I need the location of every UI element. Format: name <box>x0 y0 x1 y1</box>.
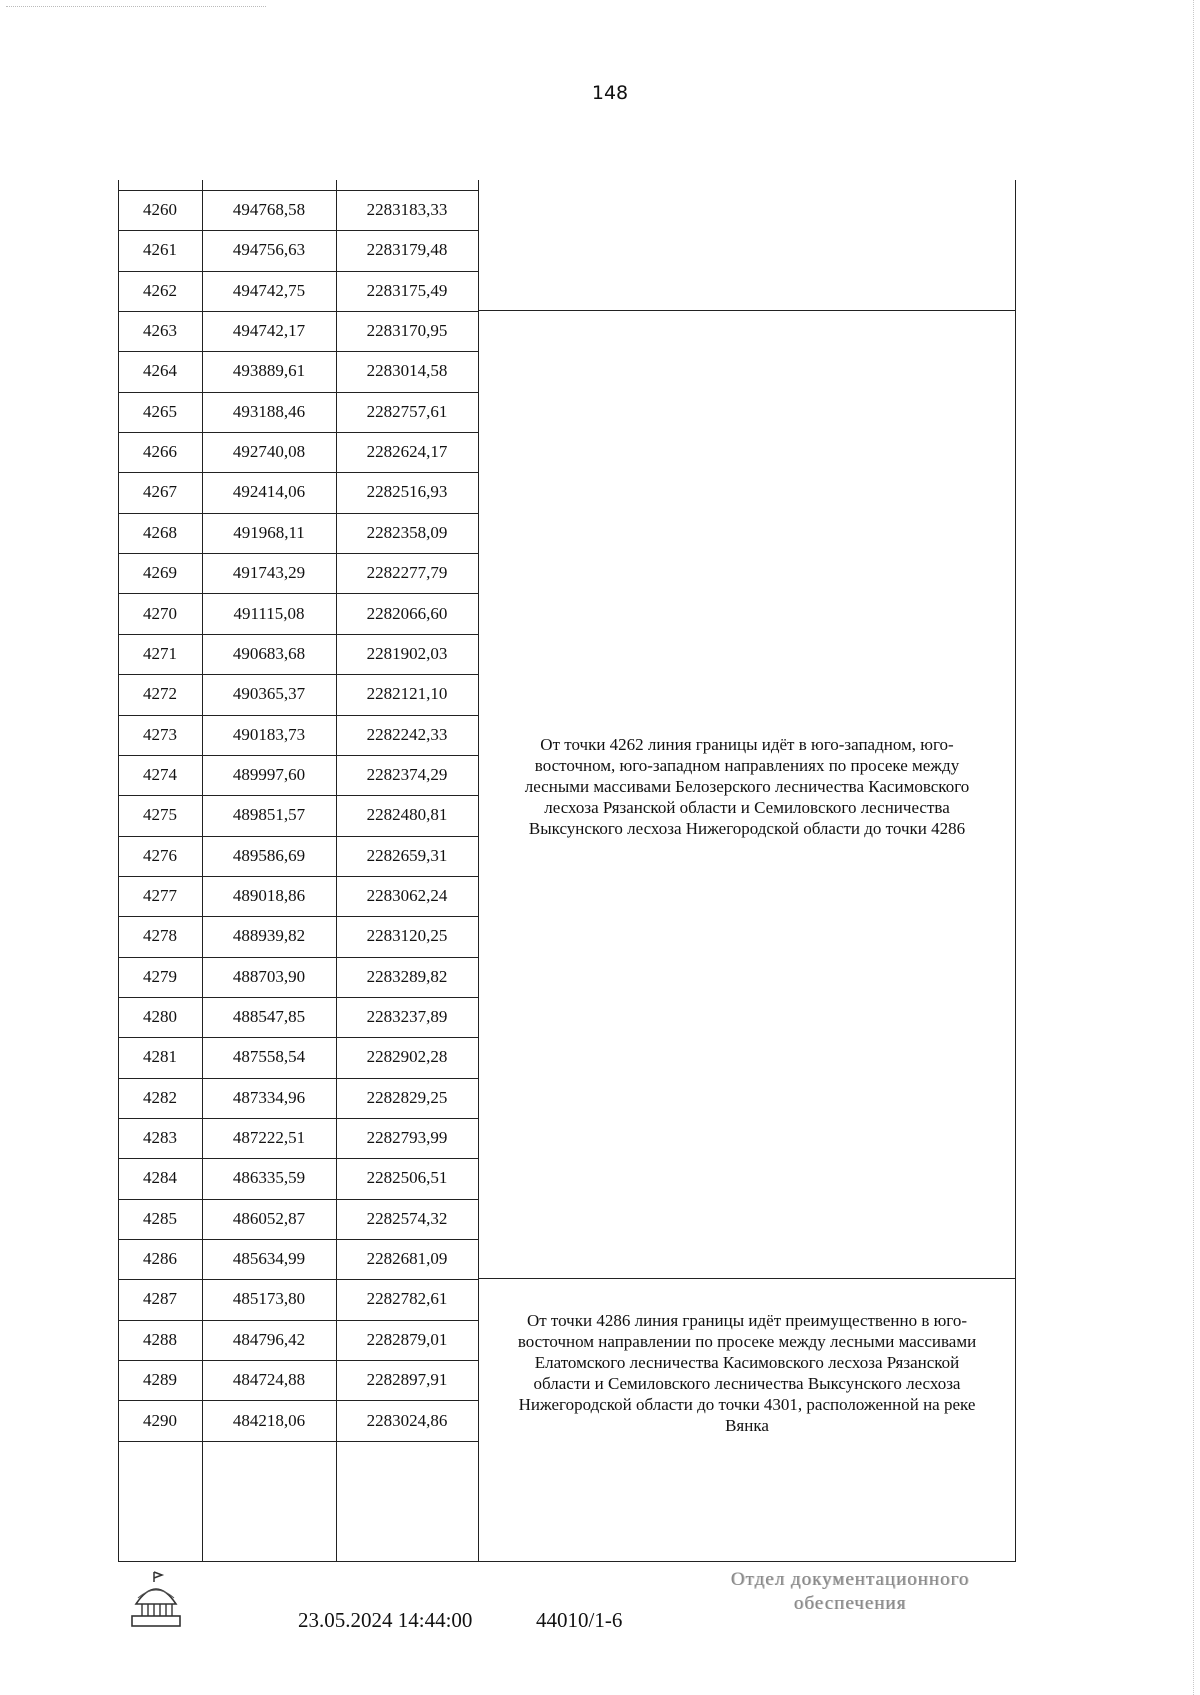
y-coordinate-cell: 2282897,91 <box>366 1370 448 1390</box>
description-segment-4286-4301: От точки 4286 линия границы идёт преимущественно в юго-восточном направлении по просеке между лесными массивами Елатомского лесничества Касимовского лесхоза Рязанской области и Семиловского лесничества Выксунского лесхоза Нижегородской области до точки 4301, расположенной на реке Вянка <box>517 1311 977 1435</box>
table-row <box>118 392 478 433</box>
point-cell: 4273 <box>143 724 177 744</box>
point-cell: 4265 <box>143 401 177 421</box>
y-coordinate-cell: 2282277,79 <box>366 563 448 583</box>
x-coordinate-cell: 487558,54 <box>232 1047 306 1067</box>
y-coordinate-cell: 2282374,29 <box>366 764 448 784</box>
page-number: 148 <box>591 82 629 104</box>
y-coordinate-cell: 2282681,09 <box>366 1249 448 1269</box>
table-row <box>118 190 478 231</box>
point-cell: 4279 <box>143 966 177 986</box>
x-coordinate-cell: 484218,06 <box>232 1410 306 1430</box>
point-cell: 4288 <box>143 1329 177 1349</box>
description-separator-top <box>478 310 1016 311</box>
y-coordinate-cell: 2283289,82 <box>366 966 448 986</box>
table-row <box>118 916 478 957</box>
y-coordinate-cell: 2282480,81 <box>366 805 448 825</box>
point-cell: 4289 <box>143 1370 177 1390</box>
point-cell: 4267 <box>143 482 177 502</box>
x-coordinate-cell: 491968,11 <box>233 522 305 542</box>
point-cell: 4284 <box>143 1168 177 1188</box>
y-coordinate-cell: 2282358,09 <box>366 522 448 542</box>
table-row <box>118 230 478 271</box>
table-bottom-border <box>118 1561 1016 1562</box>
table-row <box>118 674 478 715</box>
y-coordinate-cell: 2282757,61 <box>366 401 448 421</box>
table-row <box>118 472 478 513</box>
x-coordinate-cell: 492740,08 <box>232 442 306 462</box>
y-coordinate-cell: 2283170,95 <box>366 321 448 341</box>
x-coordinate-cell: 494742,75 <box>232 280 306 300</box>
table-row <box>118 1118 478 1159</box>
y-coordinate-cell: 2282516,93 <box>366 482 448 502</box>
table-row <box>118 1199 478 1240</box>
table-row <box>118 957 478 998</box>
point-cell: 4274 <box>143 764 177 784</box>
point-cell: 4272 <box>143 684 177 704</box>
point-cell: 4275 <box>143 805 177 825</box>
point-cell: 4290 <box>143 1410 177 1430</box>
table-row <box>118 311 478 352</box>
y-coordinate-cell: 2283175,49 <box>366 280 448 300</box>
y-coordinate-cell: 2281902,03 <box>366 643 448 663</box>
table-row <box>118 1401 478 1442</box>
department-stamp <box>700 1568 1000 1616</box>
x-coordinate-cell: 489997,60 <box>232 764 306 784</box>
y-coordinate-cell: 2282829,25 <box>366 1087 448 1107</box>
point-cell: 4280 <box>143 1007 177 1026</box>
point-cell: 4282 <box>143 1087 177 1107</box>
y-coordinate-cell: 2282121,10 <box>366 684 448 704</box>
table-row <box>118 1239 478 1280</box>
point-cell: 4264 <box>143 361 177 381</box>
x-coordinate-cell: 484724,88 <box>232 1370 306 1390</box>
table-row <box>118 1360 478 1401</box>
x-coordinate-cell: 488547,85 <box>232 1007 306 1026</box>
y-coordinate-cell: 2282782,61 <box>366 1289 448 1309</box>
y-coordinate-cell: 2282624,17 <box>366 442 448 462</box>
table-row <box>118 795 478 836</box>
x-coordinate-cell: 490365,37 <box>232 684 306 704</box>
table-row <box>118 836 478 877</box>
point-cell: 4276 <box>143 845 177 865</box>
point-cell: 4286 <box>143 1249 177 1269</box>
x-coordinate-cell: 490183,73 <box>232 724 306 744</box>
stamp-line-1: Отдел документационного <box>730 1569 970 1590</box>
table-row <box>118 634 478 675</box>
y-coordinate-cell: 2282659,31 <box>366 845 448 865</box>
table-row <box>118 1078 478 1119</box>
x-coordinate-cell: 485173,80 <box>232 1289 306 1309</box>
y-coordinate-cell: 2282066,60 <box>366 603 448 623</box>
point-cell: 4277 <box>143 885 177 905</box>
table-row <box>118 1279 478 1320</box>
x-coordinate-cell: 484796,42 <box>232 1329 306 1349</box>
point-cell: 4271 <box>143 643 177 663</box>
y-coordinate-cell: 2283120,25 <box>366 926 448 946</box>
point-cell: 4287 <box>143 1289 177 1309</box>
table-row <box>118 594 478 635</box>
y-coordinate-cell: 2283062,24 <box>366 885 448 905</box>
point-cell: 4263 <box>143 321 177 341</box>
footer-document-code: 44010/1-6 <box>536 1608 623 1632</box>
y-coordinate-cell: 2282574,32 <box>366 1208 448 1228</box>
x-coordinate-cell: 488703,90 <box>232 966 306 986</box>
y-coordinate-cell: 2282793,99 <box>366 1128 448 1148</box>
x-coordinate-cell: 492414,06 <box>232 482 306 502</box>
y-coordinate-cell: 2283014,58 <box>366 361 448 381</box>
y-coordinate-cell: 2282879,01 <box>366 1329 448 1349</box>
duma-building-emblem-icon <box>128 1568 184 1630</box>
x-coordinate-cell: 494756,63 <box>232 240 306 260</box>
table-row <box>118 997 478 1038</box>
y-coordinate-cell: 2283183,33 <box>366 200 448 219</box>
x-coordinate-cell: 493188,46 <box>232 401 306 421</box>
table-row <box>118 432 478 473</box>
y-coordinate-cell: 2282506,51 <box>366 1168 448 1188</box>
y-coordinate-cell: 2282902,28 <box>366 1047 448 1067</box>
x-coordinate-cell: 486052,87 <box>232 1208 306 1228</box>
point-cell: 4278 <box>143 926 177 946</box>
y-coordinate-cell: 2282242,33 <box>366 724 448 744</box>
x-coordinate-cell: 494768,58 <box>232 200 306 219</box>
x-coordinate-cell: 488939,82 <box>232 926 306 946</box>
point-cell: 4283 <box>143 1128 177 1148</box>
x-coordinate-cell: 487334,96 <box>232 1087 306 1107</box>
x-coordinate-cell: 485634,99 <box>232 1249 306 1269</box>
description-separator-middle <box>478 1278 1016 1279</box>
point-cell: 4266 <box>143 442 177 462</box>
y-coordinate-cell: 2283024,86 <box>366 1410 448 1430</box>
point-cell: 4260 <box>143 200 177 219</box>
table-row <box>118 351 478 392</box>
point-cell: 4269 <box>143 563 177 583</box>
x-coordinate-cell: 487222,51 <box>232 1128 306 1148</box>
scan-top-artifact <box>6 6 266 11</box>
footer-datetime: 23.05.2024 14:44:00 <box>298 1608 473 1632</box>
first-row-top-border <box>118 190 478 191</box>
x-coordinate-cell: 491115,08 <box>233 603 305 623</box>
x-coordinate-cell: 494742,17 <box>232 321 306 341</box>
table-row <box>118 513 478 554</box>
table-row <box>118 876 478 917</box>
x-coordinate-cell: 491743,29 <box>232 563 306 583</box>
point-cell: 4262 <box>143 280 177 300</box>
description-segment-4262-4286: От точки 4262 линия границы идёт в юго-западном, юго-восточном, юго-западном направлениях по просеке между лесными массивами Белозерского лесничества Касимовского лесхоза Рязанской области и Семиловского лесничества Выксунского лесхоза Нижегородской области до точки 4286 <box>524 735 970 838</box>
table-row <box>118 1320 478 1361</box>
table-row <box>118 1158 478 1199</box>
x-coordinate-cell: 493889,61 <box>232 361 306 381</box>
x-coordinate-cell: 490683,68 <box>232 643 306 663</box>
table-row <box>118 715 478 756</box>
table-row <box>118 553 478 594</box>
point-cell: 4268 <box>143 522 177 542</box>
point-cell: 4270 <box>143 603 177 623</box>
table-row <box>118 1037 478 1078</box>
x-coordinate-cell: 486335,59 <box>232 1168 306 1188</box>
stamp-line-2: обеспечения <box>793 1593 907 1614</box>
x-coordinate-cell: 489851,57 <box>232 805 306 825</box>
point-cell: 4285 <box>143 1208 177 1228</box>
scan-edge-artifact <box>1183 0 1194 1695</box>
table-row <box>118 271 478 312</box>
x-coordinate-cell: 489586,69 <box>232 845 306 865</box>
point-cell: 4281 <box>143 1047 177 1067</box>
y-coordinate-cell: 2283179,48 <box>366 240 448 260</box>
boundary-coordinates-table <box>118 180 1016 1562</box>
point-cell: 4261 <box>143 240 177 260</box>
y-coordinate-cell: 2283237,89 <box>366 1007 448 1026</box>
table-row <box>118 755 478 796</box>
x-coordinate-cell: 489018,86 <box>232 885 306 905</box>
